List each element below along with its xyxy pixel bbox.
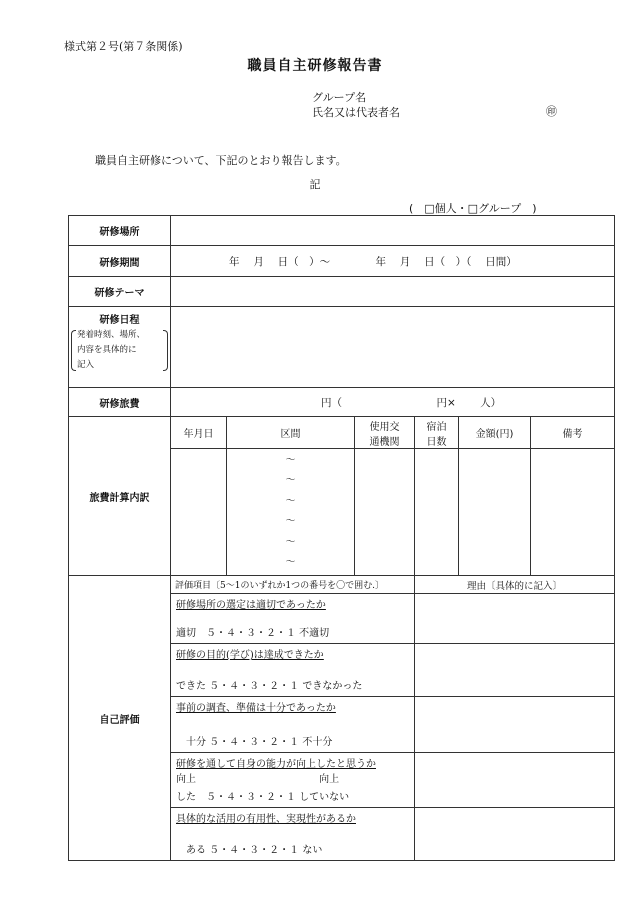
group-name-label: グループ名 — [312, 91, 367, 104]
col-transport-line: 通機関 — [369, 436, 400, 448]
eval-scale[interactable]: した ５・４・３・２・１ していない — [176, 792, 350, 803]
eval-item — [171, 594, 415, 644]
wave-mark: ～ — [285, 495, 296, 507]
form-number: 様式第２号(第７条関係) — [64, 40, 183, 53]
eval-question: 研修の目的(学び)は達成できたか — [176, 650, 324, 661]
eval-question: 研修を通して自身の能力が向上したと思うか — [176, 759, 376, 770]
col-notes: 備考 — [531, 417, 615, 449]
period-field[interactable]: 年 月 日（ ）～ 年 月 日（ ）（ 日間） — [171, 246, 615, 277]
schedule-label-cell — [69, 307, 171, 388]
eval-question: 具体的な活用の有用性、実現性があるか — [176, 814, 356, 825]
seal-icon: ㊞ — [546, 105, 557, 118]
col-transport — [355, 417, 415, 449]
cost-label: 研修旅費 — [69, 388, 171, 417]
col-date: 年月日 — [171, 417, 227, 449]
amount-cell[interactable] — [459, 449, 531, 576]
section-cell[interactable] — [227, 449, 355, 576]
transport-cell[interactable] — [355, 449, 415, 576]
schedule-note-line: 記入 — [77, 360, 95, 370]
schedule-field[interactable] — [171, 307, 615, 388]
calc-label: 旅費計算内訳 — [69, 417, 171, 576]
eval-item — [171, 644, 415, 697]
wave-mark: ～ — [285, 454, 296, 466]
eval-question: 事前の調査、準備は十分であったか — [176, 703, 336, 714]
eval-scale[interactable]: 適切 ５・４・３・２・１ 不適切 — [176, 628, 330, 639]
representative-name-label: 氏名又は代表者名 — [312, 106, 400, 119]
schedule-note-line: 発着時刻、場所、 — [77, 330, 146, 340]
eval-scale-prefix: 向上 向上 — [176, 774, 340, 785]
col-nights-line: 宿泊 — [426, 421, 447, 433]
period-label: 研修期間 — [69, 246, 171, 277]
place-field[interactable] — [171, 216, 615, 246]
col-nights — [415, 417, 459, 449]
col-section: 区間 — [227, 417, 355, 449]
eval-scale[interactable]: 十分 ５・４・３・２・１ 不十分 — [176, 737, 333, 748]
eval-item — [171, 697, 415, 753]
eval-item — [171, 753, 415, 808]
theme-field[interactable] — [171, 277, 615, 307]
intro-text: 職員自主研修について、下記のとおり報告します。 — [95, 154, 347, 167]
eval-reason-field[interactable] — [415, 808, 615, 861]
eval-reason-field[interactable] — [415, 594, 615, 644]
eval-item — [171, 808, 415, 861]
col-amount: 金額(円) — [459, 417, 531, 449]
ki-heading: 記 — [309, 178, 321, 191]
theme-label: 研修テーマ — [69, 277, 171, 307]
report-table — [68, 215, 615, 861]
wave-mark: ～ — [285, 475, 296, 486]
eval-reason-field[interactable] — [415, 644, 615, 697]
eval-header-right: 理由〔具体的に記入〕 — [415, 576, 615, 594]
wave-mark: ～ — [285, 557, 296, 568]
schedule-label: 研修日程 — [99, 315, 140, 326]
eval-scale[interactable]: ある ５・４・３・２・１ ない — [176, 845, 323, 856]
eval-header-left: 評価項目〔5～1のいずれか1つの番号を〇で囲む.〕 — [171, 576, 415, 594]
self-eval-label: 自己評価 — [69, 576, 171, 861]
schedule-note — [69, 328, 170, 373]
page-title: 職員自主研修報告書 — [247, 58, 383, 74]
eval-reason-field[interactable] — [415, 697, 615, 753]
col-transport-line: 使用交 — [369, 421, 400, 433]
col-nights-line: 日数 — [426, 436, 447, 448]
individual-group-choice[interactable]: ( □個人・□グループ ) — [409, 202, 537, 215]
cost-field[interactable]: 円（ 円× 人） — [171, 388, 615, 417]
wave-mark: ～ — [285, 516, 296, 527]
nights-cell[interactable] — [415, 449, 459, 576]
notes-cell[interactable] — [531, 449, 615, 576]
eval-question: 研修場所の選定は適切であったか — [176, 600, 326, 611]
place-label: 研修場所 — [69, 216, 171, 246]
wave-mark: ～ — [285, 536, 296, 548]
date-cell[interactable] — [171, 449, 227, 576]
eval-scale[interactable]: できた ５・４・３・２・１ できなかった — [176, 681, 363, 692]
schedule-note-line: 内容を具体的に — [77, 345, 137, 355]
eval-reason-field[interactable] — [415, 753, 615, 808]
